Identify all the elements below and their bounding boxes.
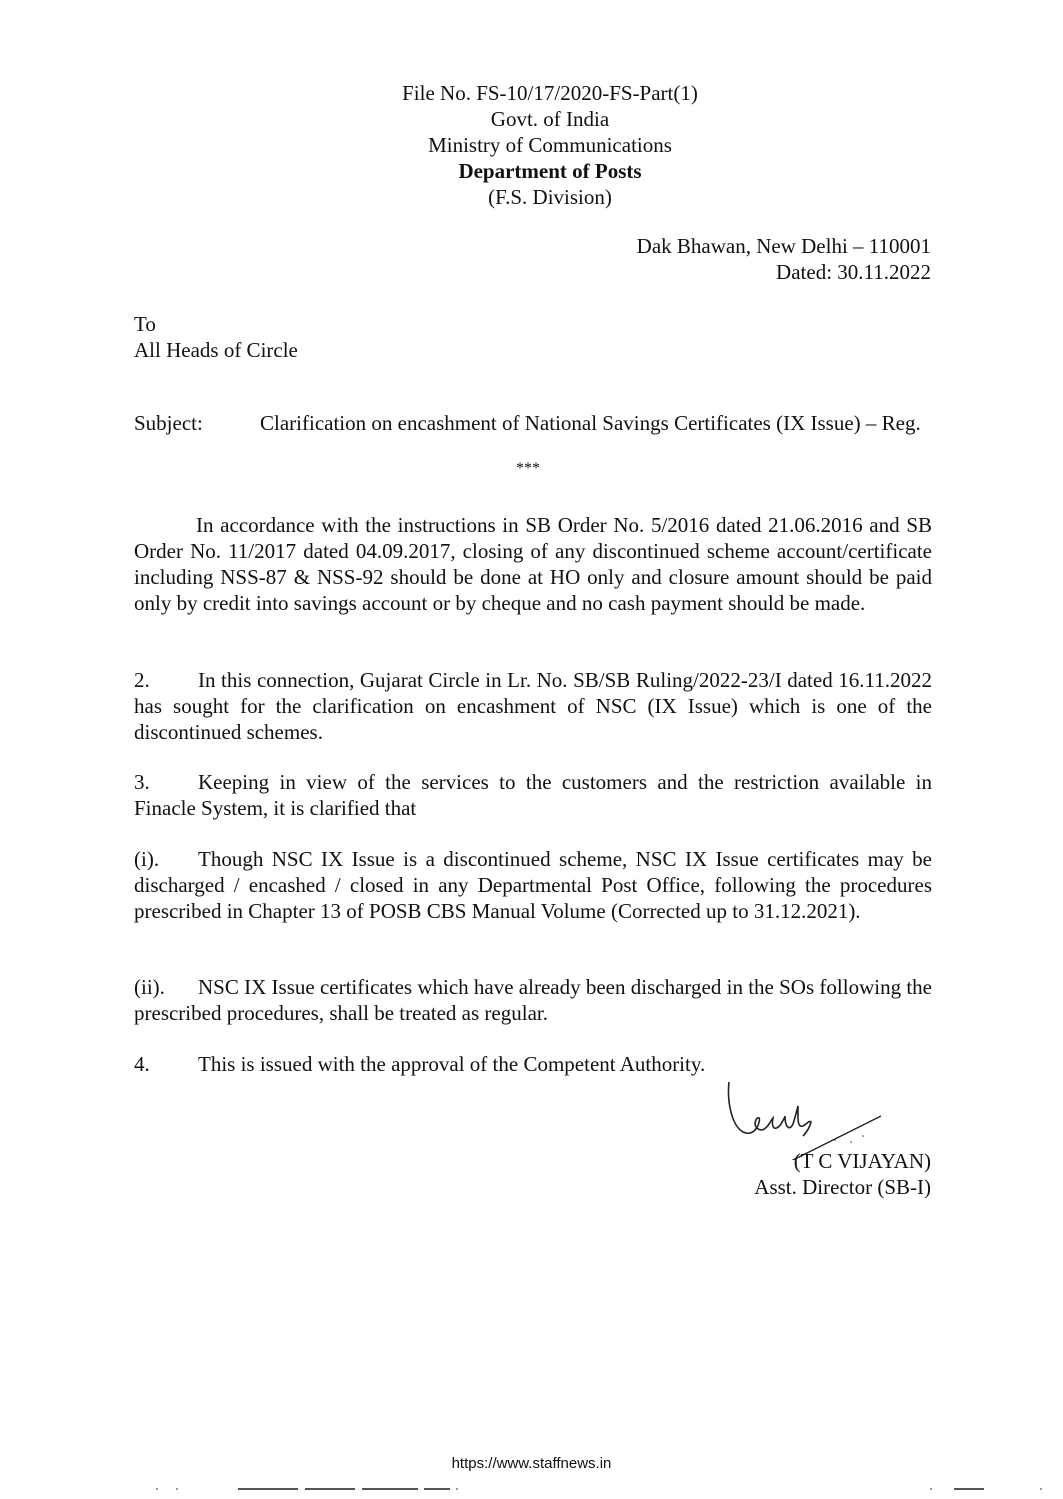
address-block [637, 233, 931, 285]
signatory-designation: Asst. Director (SB-I) [754, 1175, 931, 1199]
paragraph-3-ii [134, 974, 932, 1026]
paragraph-text: Keeping in view of the services to the customers and the restriction available in Finacle System, it is clarified that [134, 770, 932, 820]
paragraph-number: (i). [134, 847, 160, 871]
address-date: Dated: 30.11.2022 [776, 260, 931, 284]
paragraph-text: This is issued with the approval of the Competent Authority. [198, 1052, 706, 1076]
paragraph-text: In accordance with the instructions in SB Order No. 5/2016 dated 21.06.2016 and SB Order No. 11/2017 dated 04.09.2017, closing of any discontinued scheme account/certificate including NSS-87 & NSS-92 should be done at HO only and closure amount should be paid only by credit into savings account or by cheque and no cash payment should be made. [134, 513, 932, 615]
paragraph-3-i [134, 846, 932, 924]
signature-block [671, 1080, 931, 1210]
paragraph-number: 3. [134, 770, 150, 794]
division-line: (F.S. Division) [488, 185, 612, 209]
govt-line: Govt. of India [490, 107, 610, 131]
subject-label: Subject: [134, 411, 203, 435]
paragraph-number: 4. [134, 1052, 150, 1076]
signatory-name: (T C VIJAYAN) [793, 1149, 931, 1173]
paragraph-text: In this connection, Gujarat Circle in Lr. No. SB/SB Ruling/2022-23/I dated 16.11.2022 has sought for the clarification on encashment of NSC (IX Issue) which is one of the discontinued schemes. [134, 668, 932, 744]
letter-header [300, 80, 800, 210]
paragraph-text: NSC IX Issue certificates which have already been discharged in the SOs following the prescribed procedures, shall be treated as regular. [134, 975, 932, 1025]
department-line: Department of Posts [458, 159, 642, 183]
footer-url[interactable]: https://www.staffnews.in [451, 1455, 612, 1472]
address-place: Dak Bhawan, New Delhi – 110001 [636, 234, 931, 258]
paragraph-text: Though NSC IX Issue is a discontinued scheme, NSC IX Issue certificates may be discharged / encashed / closed in any Departmental Post Office, following the procedures prescribed in Chapter 13 of POSB CBS Manual Volume (Corrected up to 31.12.2021). [134, 847, 932, 923]
signatory-info [754, 1148, 931, 1200]
paragraph-number: (ii). [134, 975, 165, 999]
paragraph-4 [134, 1051, 932, 1077]
file-number: File No. FS-10/17/2020-FS-Part(1) [402, 81, 698, 105]
paragraph-3 [134, 769, 932, 821]
scan-artifacts [0, 1488, 1063, 1492]
ministry-line: Ministry of Communications [428, 133, 672, 157]
recipient-to: To [134, 312, 156, 336]
subject-text: Clarification on encashment of National Savings Certificates (IX Issue) – Reg. [260, 411, 921, 435]
recipient-block [134, 311, 298, 363]
paragraph-number: 2. [134, 668, 150, 692]
subject-separator: *** [516, 460, 540, 477]
paragraph-2 [134, 667, 932, 745]
recipient-name: All Heads of Circle [134, 338, 298, 362]
paragraph-1 [134, 512, 932, 616]
